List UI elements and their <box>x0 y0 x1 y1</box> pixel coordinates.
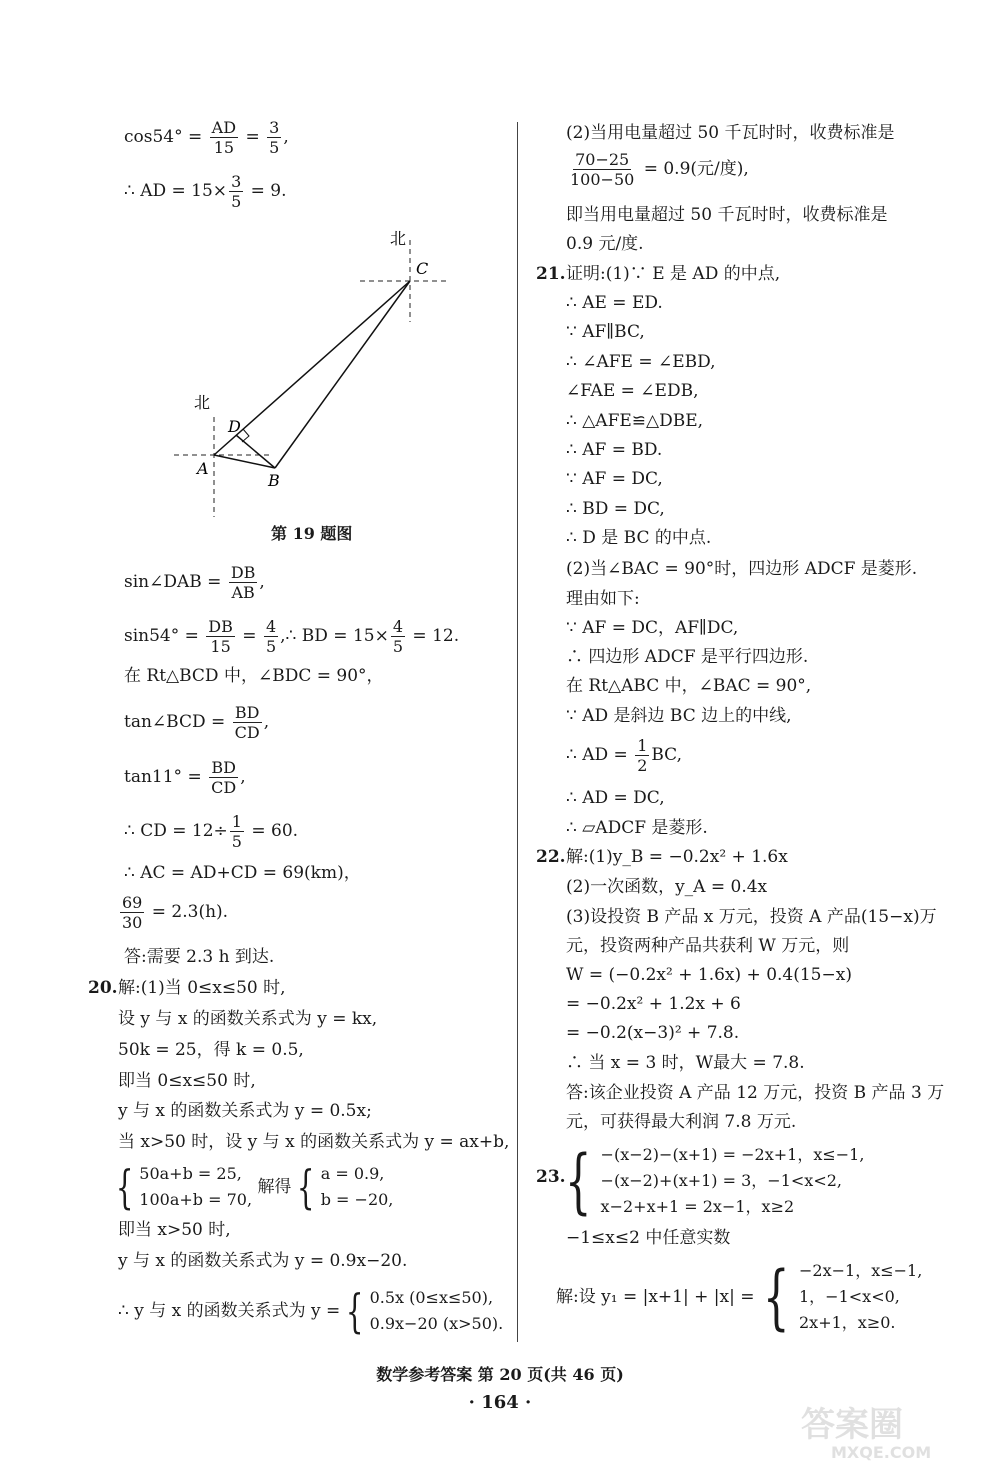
q21-line: ∴ ∠AFE = ∠EBD, <box>566 352 716 372</box>
q21-line: ∴ AF = BD. <box>566 440 663 460</box>
point-d-label: D <box>228 417 241 436</box>
q20-system: { 50a+b = 25, 100a+b = 70, 解得 { a = 0.9, b = −20, <box>115 1160 394 1214</box>
q21-line: ∴ AE = ED. <box>566 293 663 313</box>
page-footer: 数学参考答案 第 20 页(共 46 页) <box>376 1365 624 1384</box>
q20-line: 当 x>50 时，设 y 与 x 的函数关系式为 y = ax+b, <box>118 1132 510 1152</box>
q23-cases: { −(x−2)−(x+1) = −2x+1，x≤−1, −(x−2)+(x+1) = 3，−1<x<2, x−2+x+1 = 2x−1，x≥2 <box>564 1140 865 1222</box>
column-divider <box>517 122 518 1342</box>
ad-equation: ∴ AD = 15× $\frac{3}{5}$ = 9. <box>124 172 287 211</box>
q20-part2-line: 0.9 元/度. <box>566 234 644 254</box>
svg-text:答案圈: 答案圈 <box>801 1405 903 1445</box>
figure-caption: 第 19 题图 <box>271 524 353 543</box>
q22-line: 解:(1)y_B = −0.2x² + 1.6x <box>566 847 788 867</box>
q20-line: 解:(1)当 0≤x≤50 时, <box>118 978 286 998</box>
north-label-a: 北 <box>194 393 211 412</box>
point-a-label: A <box>197 459 209 478</box>
q21-line: 理由如下: <box>566 589 640 609</box>
q22-line: (3)设投资 B 产品 x 万元，投资 A 产品(15−x)万 <box>566 907 937 927</box>
q22-line: 答:该企业投资 A 产品 12 万元，投资 B 产品 3 万 <box>566 1083 945 1103</box>
q21-line: ∴ △AFE≌△DBE, <box>566 411 704 431</box>
answer-19: 答:需要 2.3 h 到达. <box>124 947 275 967</box>
ac-line: ∴ AC = AD+CD = 69(km)， <box>124 863 361 883</box>
q21-line: ∵ AF∥BC, <box>566 322 645 342</box>
time-equation: $\frac{69}{30}$ = 2.3(h). <box>122 893 229 932</box>
q21-line: ∴ AD = DC, <box>566 788 665 808</box>
figure-19-diagram <box>160 222 460 522</box>
q20-line: 设 y 与 x 的函数关系式为 y = kx, <box>118 1009 378 1029</box>
q21-line: ∵ AF = DC, <box>566 469 663 489</box>
sin54-equation: sin54° = $\frac{DB}{15}$ = $\frac{4}{5}$ ,∴ BD = 15× $\frac{4}{5}$ = 12. <box>124 617 460 656</box>
q22-line: ∴ 当 x = 3 时，W最大 = 7.8. <box>566 1053 805 1073</box>
q21-line: ∴ 四边形 ADCF 是平行四边形. <box>566 647 809 667</box>
q21-line: 证明:(1)∵ E 是 AD 的中点, <box>566 264 781 284</box>
tan11-equation: tan11° = $\frac{BD}{CD}$ , <box>124 758 246 797</box>
q22-line: = −0.2(x−3)² + 7.8. <box>566 1023 740 1043</box>
q22-line: 元，可获得最大利润 7.8 万元. <box>566 1112 797 1132</box>
q20-line: y 与 x 的函数关系式为 y = 0.9x−20. <box>118 1251 408 1271</box>
page-number: · 164 · <box>468 1392 532 1413</box>
q20-piecewise: ∴ y 与 x 的函数关系式为 y = { 0.5x (0≤x≤50), 0.9x−20 (x>50). <box>118 1284 504 1338</box>
svg-text:MXQE.COM: MXQE.COM <box>831 1443 932 1462</box>
q21-line: ∴ BD = DC, <box>566 499 665 519</box>
q21-ad-equation: ∴ AD = $\frac{1}{2}$ BC, <box>566 736 682 775</box>
rt-bcd-line: 在 Rt△BCD 中，∠BDC = 90°， <box>124 666 384 686</box>
q22-number: 22. <box>536 847 566 867</box>
tan-bcd-equation: tan∠BCD = $\frac{BD}{CD}$ , <box>124 703 270 742</box>
segment-db <box>236 435 275 468</box>
q22-line: W = (−0.2x² + 1.6x) + 0.4(15−x) <box>566 965 852 985</box>
cos-equation: cos54° = $\frac{AD}{15}$ = $\frac{3}{5}$ , <box>124 118 289 157</box>
q21-line: ∴ D 是 BC 的中点. <box>566 528 712 548</box>
q20-part2-line: 即当用电量超过 50 千瓦时时，收费标准是 <box>566 205 888 225</box>
q20-line: y 与 x 的函数关系式为 y = 0.5x; <box>118 1101 372 1121</box>
segment-cb <box>275 281 410 468</box>
q20-number: 20. <box>88 978 118 998</box>
q22-line: = −0.2x² + 1.2x + 6 <box>566 994 741 1014</box>
q22-line: 元，投资两种产品共获利 W 万元，则 <box>566 936 850 956</box>
q21-line: ∵ AD 是斜边 BC 边上的中线, <box>566 706 792 726</box>
q21-line: 在 Rt△ABC 中，∠BAC = 90°, <box>566 676 812 696</box>
north-label-c: 北 <box>390 229 407 248</box>
point-b-label: B <box>268 471 280 490</box>
q23-piecewise: 解:设 y₁ = |x+1| + |x| = { −2x−1，x≤−1, 1，−1<x<0, 2x+1，x≥0. <box>556 1256 923 1338</box>
q22-line: (2)一次函数，y_A = 0.4x <box>566 877 768 897</box>
q20-line: 即当 0≤x≤50 时, <box>118 1071 256 1091</box>
q21-line: (2)当∠BAC = 90°时，四边形 ADCF 是菱形. <box>566 559 918 579</box>
sin-equation: sin∠DAB = $\frac{DB}{AB}$ , <box>124 563 265 602</box>
segment-ab <box>214 455 275 468</box>
rate-equation: $\frac{70-25}{100-50}$ = 0.9(元/度), <box>570 150 749 189</box>
watermark-logo <box>795 1398 975 1464</box>
q21-line: ∵ AF = DC，AF∥DC, <box>566 618 739 638</box>
q21-line: ∠FAE = ∠EDB, <box>566 381 699 401</box>
q21-line: ∴ ▱ADCF 是菱形. <box>566 818 708 838</box>
q23-line: −1≤x≤2 中任意实数 <box>566 1228 731 1248</box>
point-c-label: C <box>416 259 429 278</box>
cd-equation: ∴ CD = 12÷ $\frac{1}{5}$ = 60. <box>124 812 299 851</box>
q20-line: 即当 x>50 时, <box>118 1220 231 1240</box>
q21-number: 21. <box>536 264 566 284</box>
q23-number: 23. <box>536 1167 566 1187</box>
q20-part2-line: (2)当用电量超过 50 千瓦时时，收费标准是 <box>566 123 895 143</box>
q20-line: 50k = 25，得 k = 0.5, <box>118 1040 304 1060</box>
